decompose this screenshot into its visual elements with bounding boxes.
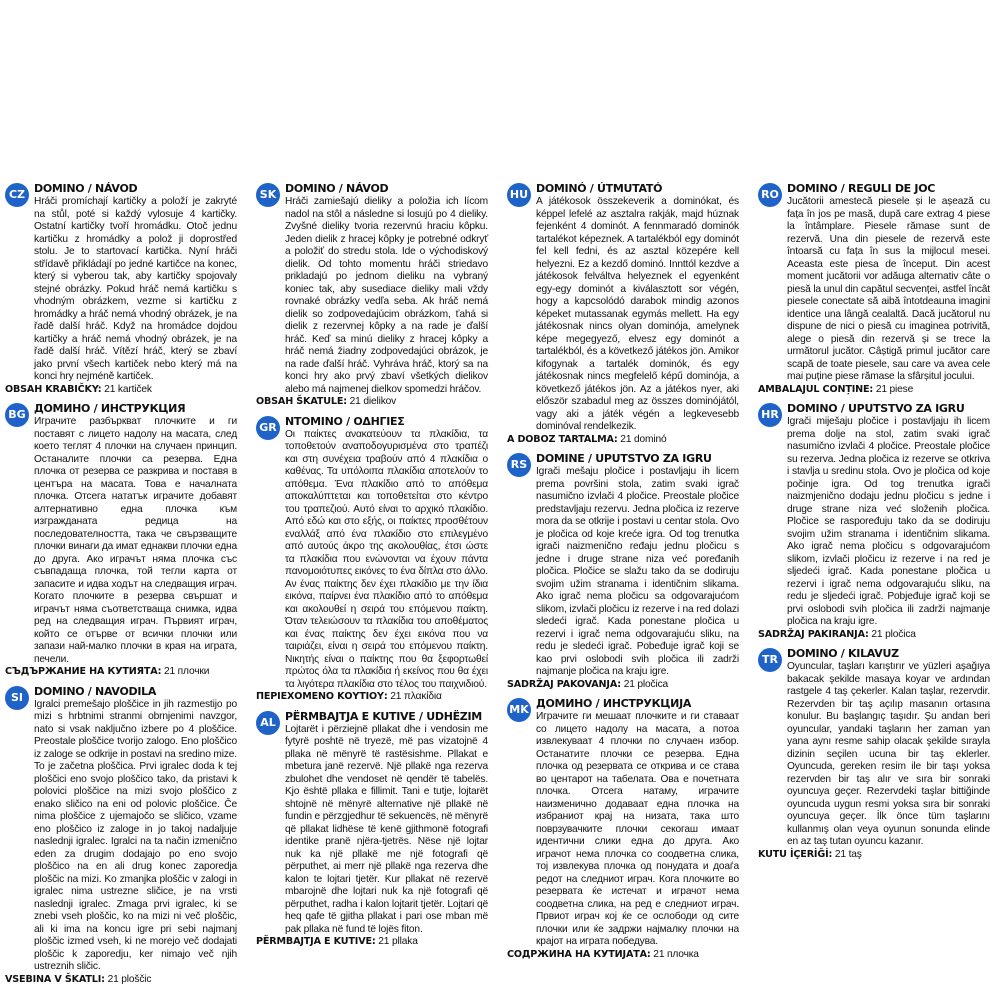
package-label: ΠΕΡΙΕΧΟΜΕΝΟ ΚΟΥΤΙΟΥ:	[256, 691, 388, 702]
package-value: 21 dielikov	[349, 396, 397, 407]
package-label: KUTU İÇERİĞİ:	[758, 848, 833, 860]
package-contents	[758, 384, 990, 397]
package-contents	[507, 949, 739, 962]
section-title: ДОМИНО / ИНСТРУКЦИЯ	[34, 402, 186, 415]
section-gr	[256, 416, 488, 704]
package-contents	[256, 691, 488, 704]
section-title: DOMINO / NAVODILA	[34, 684, 157, 698]
section-title: DOMINO / UPUTSTVO ZA IGRU	[787, 402, 965, 415]
language-badge: RO	[758, 183, 782, 207]
package-label: OBSAH ŠKATULE:	[256, 396, 347, 407]
section-body: Lojtarët i përziejnë pllakat dhe i vendosin me fytyrë poshtë në tryezë, më pas vizatojnë 4 pllaka në mënyrë të rastësishme. Pllakat e mbetura janë rezervë. Një pllakë nga rezerva zbulohet dhe vendoset në qendër të tabelës. Kjo është pllaka e fillimit. Tani e tutje, lojtarët shtojnë në mënyrë alternative një pllakë në fundin e përzgjedhur të sekuencës, në mënyrë që pllakat lidhëse të kenë gjithmonë fotografi identike pranë njëra-tjetrës. Nëse një lojtar nuk ka një pllakë me një fotografi që përputhet, ai merr një pllakë nga rezerva dhe kalon te lojtari tjetër. Kur pllakat në rezervë mbarojnë dhe lojtari nuk ka një fotografi që përputhet, radha i kalon lojtarit tjetër. Lojtari që heq qafe të gjitha pllakat i pari ose mban më pak pllaka në fund të lojës fiton.	[285, 723, 488, 935]
section-mk	[507, 698, 739, 961]
package-label: AMBALAJUL CONȚINE:	[758, 383, 874, 395]
package-label: SADRŽAJ PAKIRANJA:	[758, 628, 869, 640]
package-contents	[758, 849, 990, 862]
package-value: 21 πλακίδια	[390, 691, 442, 702]
package-value: 21 pllaka	[378, 936, 418, 947]
package-label: СОДРЖИНА НА КУТИЈАТА:	[507, 948, 651, 960]
package-contents	[256, 396, 488, 409]
package-label: A DOBOZ TARTALMA:	[507, 433, 618, 445]
section-title: DOMINO / NÁVOD	[285, 182, 389, 195]
section-hr	[758, 403, 990, 641]
language-badge: MK	[507, 698, 531, 722]
package-label: OBSAH KRABIČKY:	[5, 383, 102, 395]
section-tr	[758, 648, 990, 861]
language-badge: AL	[256, 711, 280, 735]
section-si	[5, 686, 237, 987]
package-value: 21 плочка	[653, 948, 699, 960]
package-label: СЪДЪРЖАНИЕ НА КУТИЯТА:	[5, 666, 162, 677]
section-title: DOMINO / KILAVUZ	[787, 647, 899, 660]
language-badge: TR	[758, 648, 782, 672]
section-body: Играчите ги мешаат плочките и ги ставаат со лицето надолу на масата, а потоа извлекуваат 4 плочки по случаен избор. Останатите плочки се резерва. Една плочка од резервата се открива и се става во центарот на табелата. Ова е почетната плочка. Отсега натаму, играчите наизменично додаваат една плочка на избраниот крај на низата, така што поврзувачките плочки секогаш имаат идентични слики една до друга. Ако играчот нема плочка со соодветна слика, тој извлекува плочка од понудата и доаѓа редот на следниот играч. Кога плочките во резервата ќе истечат и играчот нема соодветна слика, на ред е следниот играч. Првиот играч кој ќе се ослободи од сите плочки или ќе задржи најмалку плочки на крајот на играта победува.	[536, 711, 739, 947]
package-label: SADRŽAJ PAKOVANJA:	[507, 678, 621, 690]
section-al	[256, 711, 488, 949]
package-value: 21 ploščic	[107, 973, 152, 985]
section-sk	[256, 183, 488, 409]
column-1	[5, 183, 237, 990]
language-badge: HU	[507, 183, 531, 207]
package-contents	[507, 434, 739, 447]
section-title: DOMINE / UPUTSTVO ZA IGRU	[536, 452, 712, 465]
section-body: A játékosok összekeverik a dominókat, és képpel lefelé az asztalra rakják, majd húznak fejenként 4 dominót. A fennmaradó dominók tartalékot képeznek. A tartalékból egy dominót fel kell fedni, és az asztal közepére kell helyezni. Ez a kezdő dominó. Innttól kezdve a játékosok felváltva helyeznek el egyenként egy-egy dominót a kiválasztott sor végén, hogy a kapcsolódó darabok mindig azonos képeket mutassanak egymás mellett. Ha egy játékosnak nincs olyan dominója, amelynek képe megegyező, elvesz egy dominót a tartalékból, és a következő játékos jön. Amikor kifogynak a tartalék dominók, és egy játékosnak nincs megfelelő képű dominója, a következő játékos jön. Az a játékos nyer, aki először szabadul meg az összes dominójától, vagy aki a játék végén a legkevesebb dominóval rendelkezik.	[536, 196, 739, 432]
package-contents	[5, 666, 237, 679]
package-value: 21 kartiček	[104, 383, 152, 395]
section-title: ΝΤΟΜΙΝΟ / ΟΔΗΓΙΕΣ	[285, 414, 405, 428]
package-value: 21 pločica	[871, 628, 916, 640]
language-badge: HR	[758, 403, 782, 427]
package-value: 21 pločica	[623, 678, 669, 690]
column-4	[758, 183, 990, 865]
section-body: Hráči zamiešajú dieliky a položia ich lícom nadol na stôl a následne si losujú po 4 dieliky. Zvyšné dieliky tvoria rezervnú hraciu kôpku. Jeden dielik z hracej kôpky je potrebné odkryť a položiť do stredu stola. Ide o východiskový dielik. Od tohto momentu hráči striedavo prikladajú po jednom dieliku na vybraný koniec tak, aby susediace dieliky mali vždy rovnaké obrázky vedľa seba. Ak hráč nemá dielik so zodpovedajúcim obrázkom, ťahá si dielik z rezervnej kôpky a na rade je ďalší hráč. Keď sa minú dieliky z hracej kôpky a hráč nemá žiadny zodpovedajúci obrázok, je na rade ďalší hráč. Vyhráva hráč, ktorý sa na konci hry ako prvý zbaví všetkých dielikov alebo má najmenej dielkov spomedzi hráčov.	[285, 196, 488, 395]
package-contents	[256, 936, 488, 949]
section-bg	[5, 403, 237, 679]
section-body: Jucătorii amestecă piesele și le așează cu fața în jos pe masă, după care extrag 4 piese la întâmplare. Piesele rămase sunt de rezervă. Una din piesele de rezervă este întoarsă cu fața în sus la mijlocul mesei. Aceasta este piesa de început. Din acest moment jucătorii vor adăuga alternativ câte o piesă la unul din capătul secvenței, astfel încât piesele conectate să aibă întotdeauna imagini identice una lângă cealaltă. Dacă jucătorul nu dispune de nici o piesă cu imaginea potrivită, alege o piesă din rezervă și se trece la următorul jucător. Câștigă primul jucător care scapă de toate piesele, sau care va avea cele mai puține piese rămase la sfârșitul jocului.	[787, 196, 990, 382]
section-body: Hráči promíchají kartičky a položí je zakryté na stůl, poté si každý vylosuje 4 kartičky. Ostatní kartičky tvoří hromádku. Otoč jednu kartičku z hromádky a polož ji doprostřed stolu. Je to startovací kartička. Nyní hráči střídavě přikládají po jedné kartičce na konec, který si vyberou tak, aby kartičky spojovaly stejné obrázky. Pokud hráč nemá kartičku s vhodným obrázkem, vezme si kartičku z hromádky a hráč nemá vhodný obrázek, je na řadě další hráč. Když na hromádce dojdou kartičky a hráč nemá vhodný obrázek, je na řadě další hráč. Vítězí hráč, který se zbaví jako první všech kartiček nebo který má na konci hry nejméně kartiček.	[34, 196, 237, 382]
section-body: Играчите разбъркват плочките и ги поставят с лицето надолу на масата, след което теглят 4 плочки на случаен принцип. Останалите плочки са резерва. Една плочка от резерва се разкрива и поставя в центъра на масата. Това е началната плочка. Отсега нататък играчите добавят алтернативно една плочка към изгражданата редица на последователността, така че свързващите плочки винаги да имат еднакви плочки една до друга. Ако играчът няма плочка със съвпадаща плочка, той тегли карта от запасите и идва ходът на следващия играч. Когато плочките в резерва свършат и играчът няма съответстваща снимка, идва ред на следващия играч. Първият играч, който се отърве от всички плочки или запази най-малко плочки в края на играта, печели.	[34, 416, 237, 665]
package-value: 21 piese	[875, 383, 914, 395]
language-badge: SK	[256, 183, 280, 207]
section-cz	[5, 183, 237, 396]
package-value: 21 taş	[834, 848, 862, 860]
section-title: PËRMBAJTJA E KUTIVE / UDHËZIM	[285, 709, 482, 723]
package-contents	[507, 679, 739, 692]
section-body: Igrači miješaju pločice i postavljaju ih licem prema dolje na stol, zatim svaki igrač nasumično izvlači 4 pločice. Preostale pločice su rezerva. Jedna pločica iz rezerve se otkriva i stavlja u sredinu stola. Ovo je pločica od koje počinje igra. Od tog trenutka igrači naizmjenično dodaju jednu pločicu s jedne i druge strane niza već složenih pločica. Pločice se raspoređuju tako da se dodiruju svojim užim stranama i identičnim slikama. Ako igrač nema pločicu s odgovarajućom slikom, izvlači pločicu iz rezerve i na red je sljedeći igrač. Kada ponestane pločica u rezervi i igrač nema odgovarajuću sliku, na redu je sljedeći igrač. Pobjeđuje igrač koji se prvi oslobodi svih pločica ili zadrži najmanje pločica na kraju igre.	[787, 416, 990, 627]
section-title: ДОМИНО / ИНСТРУКЦИЈА	[536, 697, 692, 710]
section-body: Oyuncular, taşları karıştırır ve yüzleri aşağıya bakacak şekilde masaya koyar ve ardından rastgele 4 taş çekerler. Kalan taşlar, rezervdir. Rezervden bir taş açılıp masanın ortasına konulur. Bu başlangıç taşıdır. Şu andan beri oyuncular, yandaki taşların her zaman yan yana aynı resme sahip olacak şekilde sırayla dizinin seçilen ucuna bir taş eklerler. Oyuncuda, gereken resim ile bir taşı yoksa rezervden bir taş alır ve sıra bir sonraki oyuncuya geçer. Rezervdeki taşlar bittiğinde oyuncuda uygun resmi yoksa sıra bir sonraki oyuncuya geçer. İlk önce tüm taşlarını kullanmış olan veya oyunun sonunda elinde en az taş tutan oyuncu kazanır.	[787, 661, 990, 847]
language-badge: GR	[256, 416, 280, 440]
package-contents	[758, 629, 990, 642]
package-value: 21 плочки	[163, 666, 210, 677]
section-body: Igralci premešajo ploščice in jih razmestijo po mizi s hrbtnimi stranmi obrnjenimi navzgor, nato si vsak naključno izbere po 4 ploščice. Preostale ploščice tvorijo zalogo. Eno ploščico iz zaloge se odkrije in postavi na sredino mize. To je začetna ploščica. Prvi igralec doda k tej ploščici eno svojo ploščico tako, da pristavi k polovici ploščice na mizi svojo ploščico z enako sličico na eni od polovic ploščice. Če nima ploščice z ujemajočo se sličico, vzame eno ploščico iz zaloge in jo takoj nadaljuje naslednji igralec. Igralci na ta način izmenično eden za drugim dodajajo po eno svojo ploščico na en ali drug konec zaporedja ploščic na mizi. Ko zmanjka ploščic v zalogi in igralec nima ustrezne sličice, je na vrsti naslednji igralec. Zmaga prvi igralec, ki se znebi vseh ploščic, ko na mizi ni več ploščic, ali ki ima na koncu igre pri sebi najmanj ploščic izmed vseh, ki ne morejo več dodajati ploščic k zaporedju, ker nimajo več njih ustreznih sličic.	[34, 698, 237, 972]
language-badge: SI	[5, 686, 29, 710]
section-title: DOMINÓ / ÚTMUTATÓ	[536, 182, 663, 195]
package-contents	[5, 384, 237, 397]
language-badge: RS	[507, 453, 531, 477]
package-contents	[5, 974, 237, 987]
column-3	[507, 183, 739, 965]
section-title: DOMINO / NÁVOD	[34, 182, 138, 195]
section-rs	[507, 453, 739, 691]
section-body: Igrači mešaju pločice i postavljaju ih licem prema površini stola, zatim svaki igrač nasumično izvlači 4 pločice. Preostale pločice predstavljaju rezervu. Jedna pločica iz rezerve mora da se otkrije i postavi u centar stola. Ovo je pločica od koje kreće igra. Od tog trenutka igrači naizmenično ređaju jednu pločicu s jedne i druge strane niza već poređanih pločica. Pločice se slažu tako da se dodiruju svojim užim stranama i identičnim slikama. Ako igrač nema pločicu sa odgovarajućom slikom, izvlači pločicu iz rezerve i na red dolazi sledeći igrač. Kada ponestane pločica u rezervi i igrač nema odgovarajuću sliku, na redu je sledeći igrač. Pobeđuje igrač koji se kao prvi oslobodi svih pločica ili zadrži najmanje pločica na kraju igre.	[536, 466, 739, 677]
section-title: DOMINO / REGULI DE JOC	[787, 182, 936, 195]
package-value: 21 dominó	[620, 433, 667, 445]
language-badge: CZ	[5, 183, 29, 207]
section-ro	[758, 183, 990, 396]
package-label: PËRMBAJTJA E KUTIVE:	[256, 936, 376, 947]
section-hu	[507, 183, 739, 446]
language-badge: BG	[5, 403, 29, 427]
section-body: Οι παίκτες ανακατεύουν τα πλακίδια, τα τοποθετούν αναποδογυρισμένα στο τραπέζι και στη συνέχεια τραβούν από 4 πλακίδια ο καθένας. Τα υπόλοιπα πλακίδια αποτελούν το απόθεμα. Ένα πλακίδιο από το απόθεμα αποκαλύπτεται και τοποθετείται στο κέντρο του τραπεζιού. Αυτό είναι το αρχικό πλακίδιο. Από εδώ και στο εξής, οι παίκτες προσθέτουν εναλλάξ από ένα πλακίδιο στο επιλεγμένο από αυτούς άκρο της ακολουθίας, έτσι ώστε τα πλακίδια που ενώνονται να έχουν πάντα πανομοιότυπες εικόνες το ένα δίπλα στο άλλο. Αν ένας παίκτης δεν έχει πλακίδιο με την ίδια εικόνα, παίρνει ένα πλακίδιο από το απόθεμα και ακολουθεί η σειρά του επόμενου παίκτη. Όταν τελειώσουν τα πλακίδια του αποθέματος και ένας παίκτης δεν έχει εικόνα που να ταιριάζει, είναι η σειρά του επόμενου παίκτη. Νικητής είναι ο παίκτης που θα ξεφορτωθεί πρώτος όλα τα πλακίδια ή εκείνος που θα έχει τα λιγότερα πλακίδια στο τέλος του παιχνιδιού.	[285, 428, 488, 690]
package-label: VSEBINA V ŠKATLI:	[5, 973, 105, 985]
column-2	[256, 183, 488, 953]
